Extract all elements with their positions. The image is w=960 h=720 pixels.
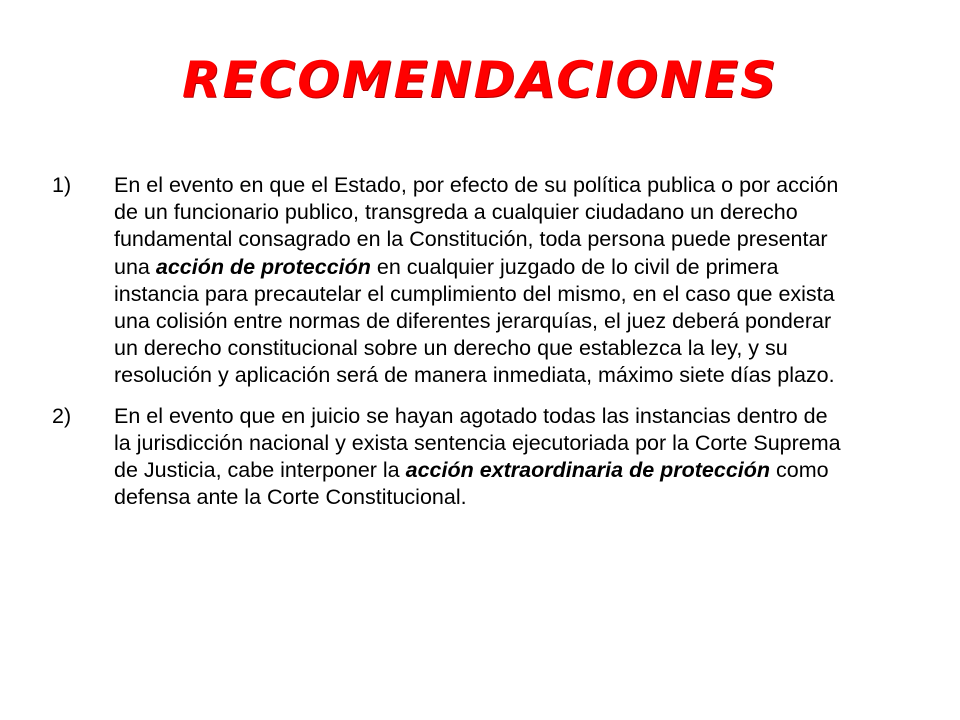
- item-number: 1): [52, 173, 72, 197]
- recommendation-item-1: [52, 172, 842, 390]
- slide-title: RECOMENDACIONES: [181, 51, 779, 109]
- item-text-before: En el evento en que el Estado, por efecto de su política publica o por acción de un funcionario publico, transgreda a cualquier ciudadano un derecho fundamental consagrado en la Constitución, toda persona puede presentar una: [114, 173, 839, 279]
- item-text-emphasis: acción extraordinaria de protección: [405, 458, 771, 483]
- item-text-after: en cualquier juzgado de lo civil de primera instancia para precautelar el cumplimiento del mismo, en el caso que exista una colisión entre normas de diferentes jerarquías, el juez deberá ponderar un derecho constitucional sobre un derecho que establezca la ley, y su resolución y aplicación será de manera inmediata, máximo siete días plazo.: [114, 254, 835, 388]
- recommendations-list: [52, 172, 842, 524]
- recommendation-item-2: [52, 403, 842, 512]
- item-number: 2): [52, 403, 72, 428]
- item-text: [114, 172, 842, 390]
- item-text: [114, 403, 842, 512]
- item-text-after: como defensa ante la Corte Constitucional.: [114, 458, 829, 510]
- item-text-before: En el evento que en juicio se hayan agotado todas las instancias dentro de la jurisdicción nacional y exista sentencia ejecutoriada por la Corte Suprema de Justicia, cabe interponer la: [114, 403, 841, 483]
- item-text-emphasis: acción de protección: [155, 254, 371, 279]
